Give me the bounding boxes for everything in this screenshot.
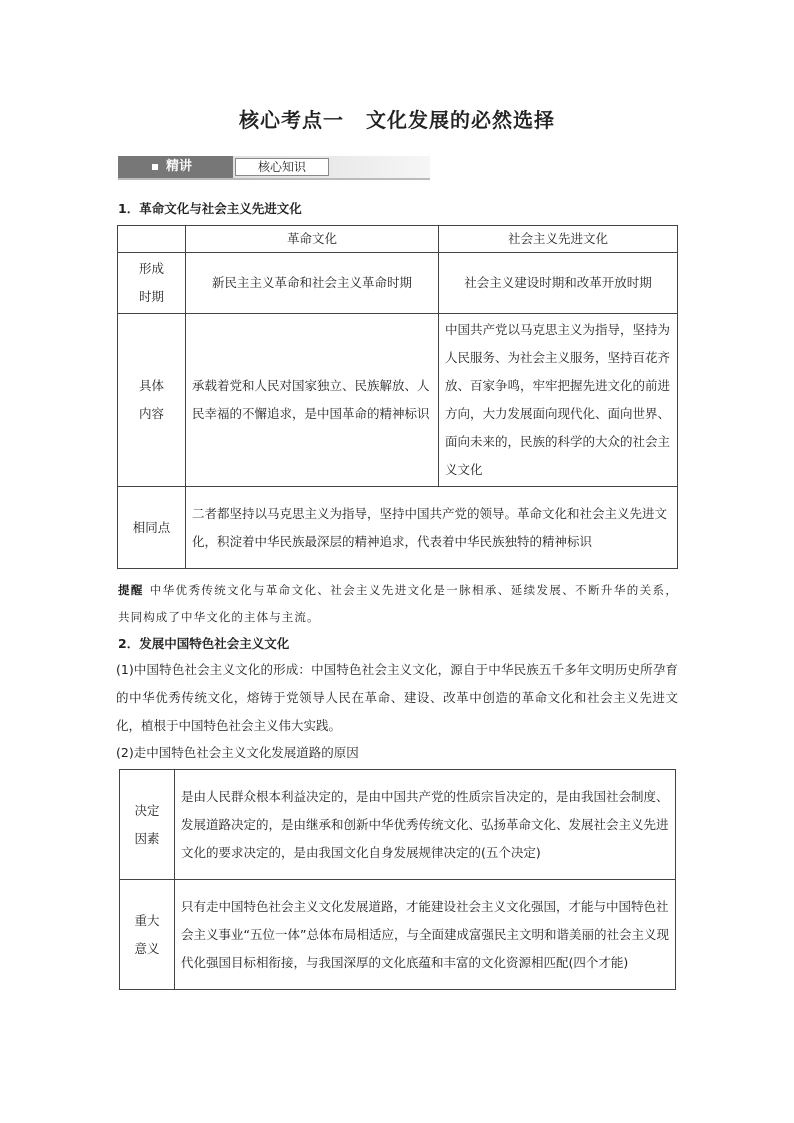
table-cell-merged: 二者都坚持以马克思主义为指导，坚持中国共产党的领导。革命文化和社会主义先进文化，积淀着中华民族最深层的精神追求，代表着中华民族独特的精神标识 — [186, 487, 678, 569]
table-row — [118, 314, 678, 487]
tip-text: 中华优秀传统文化与革命文化、社会主义先进文化是一脉相承、延续发展、不断升华的关系，共同构成了中华文化的主体与主流。 — [118, 583, 678, 624]
title-part2: 文化发展的必然选择 — [366, 108, 555, 132]
table-cell: 承载着党和人民对国家独立、民族解放、人民幸福的不懈追求，是中国革命的精神标识 — [186, 314, 439, 487]
tip-note — [118, 577, 678, 631]
section-bar-label: 精讲 — [118, 156, 233, 178]
table-row — [118, 487, 678, 569]
table-cell: 只有走中国特色社会主义文化发展道路，才能建设社会主义文化强国，才能与中国特色社会主义事业“五位一体”总体布局相适应，与全面建成富强民主文明和谐美丽的社会主义现代化强国目标相衔接，与我国深厚的文化底蕴和丰富的文化资源相匹配(四个才能) — [175, 880, 676, 990]
table-header-row — [118, 226, 678, 253]
table-row — [120, 770, 676, 880]
section2-paragraph-1: (1)中国特色社会主义文化的形成：中国特色社会主义文化，源自于中华民族五千多年文明历史所孕育的中华优秀传统文化，熔铸于党领导人民在革命、建设、改革中创造的革命文化和社会主义先进文化，植根于中国特色社会主义伟大实践。 — [116, 662, 678, 733]
section2-paragraph-2: (2)走中国特色社会主义文化发展道路的原因 — [116, 745, 359, 760]
section-bar-tab: 核心知识 — [235, 158, 329, 176]
tip-label: 提醒 — [118, 583, 144, 597]
row-label: 重大 意义 — [120, 880, 175, 990]
title-part1: 核心考点一 — [239, 108, 344, 132]
square-bullet-icon — [152, 164, 158, 170]
section1-heading: 1．革命文化与社会主义先进文化 — [118, 201, 302, 216]
table-header-cell: 革命文化 — [186, 226, 439, 253]
table-row — [118, 253, 678, 314]
table-cell: 是由人民群众根本利益决定的，是由中国共产党的性质宗旨决定的，是由我国社会制度、发展道路决定的，是由继承和创新中华优秀传统文化、弘扬革命文化、发展社会主义先进文化的要求决定的，是由我国文化自身发展规律决定的(五个决定) — [175, 770, 676, 880]
row-label: 具体 内容 — [118, 314, 186, 487]
row-label: 决定 因素 — [120, 770, 175, 880]
section-bar — [118, 156, 430, 178]
table-cell: 中国共产党以马克思主义为指导，坚持为人民服务、为社会主义服务，坚持百花齐放、百家争鸣，牢牢把握先进文化的前进方向，大力发展面向现代化、面向世界、面向未来的，民族的科学的大众的社会主义文化 — [439, 314, 678, 487]
table-cell: 新民主主义革命和社会主义革命时期 — [186, 253, 439, 314]
reasons-table — [119, 769, 676, 990]
table-cell: 社会主义建设时期和改革开放时期 — [439, 253, 678, 314]
page-title — [0, 104, 794, 133]
section-bar-underline — [118, 178, 430, 180]
culture-comparison-table — [117, 225, 678, 569]
section2-heading: 2．发展中国特色社会主义文化 — [118, 636, 290, 651]
table-row — [120, 880, 676, 990]
table-header-cell: 社会主义先进文化 — [439, 226, 678, 253]
row-label: 相同点 — [118, 487, 186, 569]
row-label: 形成 时期 — [118, 253, 186, 314]
table-header-cell — [118, 226, 186, 253]
